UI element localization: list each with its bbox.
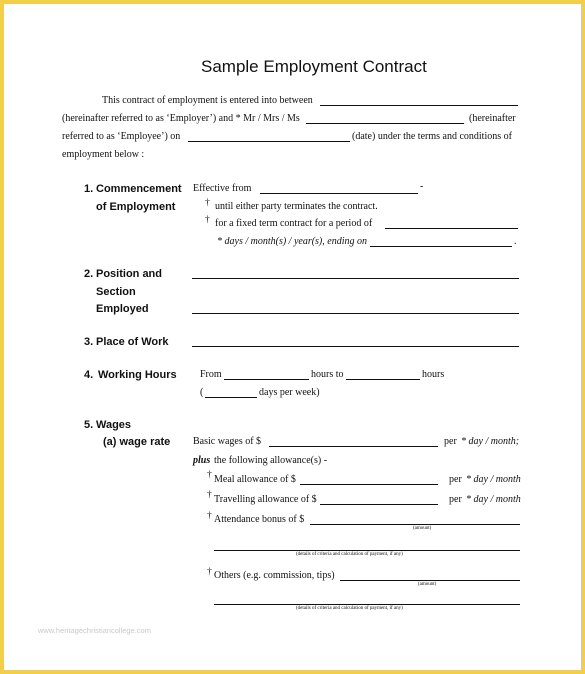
others-label: Others (e.g. commission, tips) [214, 570, 335, 581]
fixed-term-ending-label: * days / month(s) / year(s), ending on [217, 236, 367, 247]
position-field-line-2[interactable] [192, 313, 519, 314]
basic-wages-field[interactable] [269, 446, 438, 447]
employee-name-field[interactable] [306, 123, 464, 124]
section-2-number: 2. [84, 268, 94, 280]
section-2-heading-line-1: Position and [96, 268, 162, 280]
hours-from-label: From [200, 369, 222, 380]
criteria-caption: (details of criteria and calculation of payment, if any) [296, 606, 403, 611]
section-4-heading: Working Hours [98, 369, 177, 381]
dagger-marker: † [207, 510, 212, 521]
dash: - [420, 181, 424, 192]
travelling-allowance-label: Travelling allowance of $ [214, 494, 317, 505]
employer-name-field[interactable] [320, 105, 518, 106]
place-of-work-field[interactable] [192, 346, 519, 347]
basic-wages-unit: * day / month; [461, 436, 520, 447]
days-per-week-label: days per week) [259, 387, 320, 398]
position-field-line-1[interactable] [192, 278, 519, 279]
travelling-allowance-field[interactable] [320, 504, 438, 505]
dagger-marker: † [205, 197, 210, 208]
hours-to-field[interactable] [346, 379, 420, 380]
meal-unit: * day / month [466, 474, 521, 485]
intro-line-2-end: (hereinafter [469, 113, 516, 124]
amount-caption: (amount) [413, 526, 432, 531]
dagger-marker: † [205, 214, 210, 225]
others-criteria-field[interactable] [214, 604, 520, 605]
open-paren: ( [200, 387, 204, 398]
others-field[interactable] [340, 580, 520, 581]
section-4-number: 4. [84, 369, 94, 381]
section-5-subheading: (a) wage rate [103, 436, 171, 448]
fixed-term-ending-field[interactable] [370, 246, 512, 247]
meal-allowance-field[interactable] [300, 484, 438, 485]
plus-word: plus [193, 455, 211, 466]
hours-from-field[interactable] [224, 379, 309, 380]
amount-caption: (amount) [418, 582, 437, 587]
intro-line-1: This contract of employment is entered into between [102, 95, 313, 106]
attendance-bonus-label: Attendance bonus of $ [214, 514, 305, 525]
intro-line-3-end: (date) under the terms and conditions of [352, 131, 512, 142]
section-3-heading: Place of Work [96, 336, 169, 348]
section-5-number: 5. [84, 419, 94, 431]
section-1-heading-line-2: of Employment [96, 201, 176, 213]
effective-from-label: Effective from [193, 183, 252, 194]
intro-line-3: referred to as ‘Employee’) on [62, 131, 181, 142]
attendance-bonus-field[interactable] [310, 524, 520, 525]
dagger-marker: † [207, 469, 212, 480]
section-2-heading-line-2: Section [96, 286, 136, 298]
hours-to-label: hours to [311, 369, 344, 380]
fixed-term-period-field[interactable] [385, 228, 518, 229]
option-until-terminated[interactable]: until either party terminates the contract. [215, 201, 378, 212]
period-mark: . [514, 236, 517, 247]
watermark: www.heritagechristiancollege.com [38, 626, 151, 635]
effective-from-field[interactable] [260, 193, 418, 194]
allowances-label: the following allowance(s) - [214, 455, 328, 466]
dagger-marker: † [207, 489, 212, 500]
travelling-per-label: per [449, 494, 462, 505]
section-1-number: 1. [84, 183, 94, 195]
basic-wages-label: Basic wages of $ [193, 436, 262, 447]
section-5-heading: Wages [96, 419, 132, 431]
criteria-caption: (details of criteria and calculation of payment, if any) [296, 552, 403, 557]
section-1-heading-line-1: Commencement [96, 183, 182, 195]
meal-allowance-label: Meal allowance of $ [214, 474, 296, 485]
basic-wages-per-label: per [444, 436, 457, 447]
travelling-unit: * day / month [466, 494, 521, 505]
intro-line-2: (hereinafter referred to as ‘Employer’) and * Mr / Mrs / Ms [62, 113, 300, 124]
hours-label: hours [422, 369, 445, 380]
days-per-week-field[interactable] [205, 397, 257, 398]
section-3-number: 3. [84, 336, 94, 348]
meal-per-label: per [449, 474, 462, 485]
contract-date-field[interactable] [188, 141, 350, 142]
intro-line-4: employment below : [62, 149, 145, 160]
dagger-marker: † [207, 566, 212, 577]
option-fixed-term[interactable]: for a fixed term contract for a period of [215, 218, 373, 229]
page-title: Sample Employment Contract [201, 57, 427, 76]
attendance-criteria-field[interactable] [214, 550, 520, 551]
section-2-heading-line-3: Employed [96, 303, 149, 315]
